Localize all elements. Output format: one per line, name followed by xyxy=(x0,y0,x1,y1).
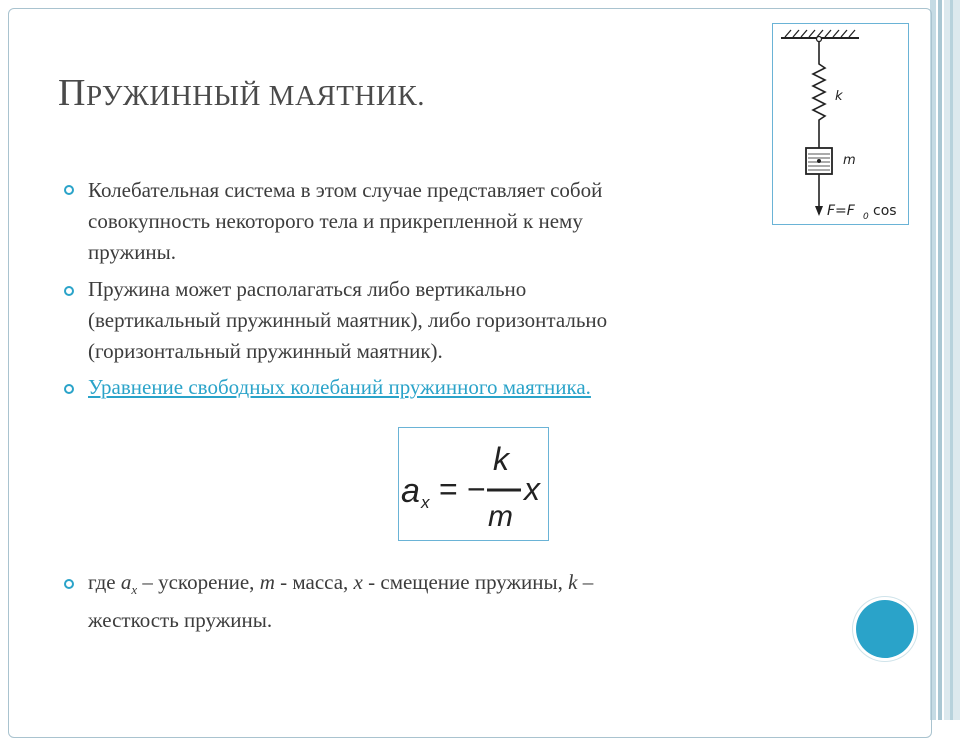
bullet-icon xyxy=(64,185,74,195)
link-text[interactable]: Уравнение свободных колебаний пружинного маятника. xyxy=(88,375,591,399)
mass-center xyxy=(817,159,821,163)
text-line: совокупность некоторого тела и прикрепленной к нему xyxy=(88,209,583,233)
var-acceleration-sub: x xyxy=(131,582,138,598)
force-arrow-head xyxy=(815,206,823,216)
decorative-circle xyxy=(856,600,914,658)
var-acceleration: a xyxy=(120,570,132,594)
spring-label: k xyxy=(835,89,843,104)
force-label: F=F xyxy=(827,203,855,219)
text-segment: - смещение пружины, xyxy=(362,570,569,594)
pivot-point xyxy=(817,37,822,42)
title-initial: П xyxy=(58,72,86,114)
formula-lhs-sub: x xyxy=(421,493,430,512)
formula-lhs: a xyxy=(401,472,420,510)
text-line: (вертикальный пружинный маятник), либо горизонтально xyxy=(88,308,608,332)
slide-title xyxy=(58,74,425,112)
text-line: Пружина может располагаться либо вертикально xyxy=(88,277,527,301)
force-label-sub: 0 xyxy=(863,212,869,222)
bullet-icon xyxy=(64,579,74,589)
spring-pendulum-graphic xyxy=(773,24,907,223)
paragraph-oscillating-system xyxy=(88,175,602,268)
decor-stripe xyxy=(938,0,942,720)
formula-box xyxy=(398,427,549,541)
text-line: жесткость пружины. xyxy=(88,608,273,633)
formula-numerator: k xyxy=(493,441,509,477)
text-line: (горизонтальный пружинный маятник). xyxy=(88,339,443,363)
paragraph-variables-legend xyxy=(88,567,593,636)
ceiling-hatch xyxy=(785,30,855,37)
spring-coil xyxy=(813,41,825,148)
bullet-icon xyxy=(64,286,74,296)
equation-link[interactable] xyxy=(88,372,591,403)
formula-rhs: x xyxy=(524,471,540,507)
var-stiffness: k xyxy=(568,570,578,594)
formula-graphic xyxy=(399,428,547,539)
spring-pendulum-diagram xyxy=(772,23,909,225)
paragraph-spring-orientation xyxy=(88,274,607,367)
bullet-icon xyxy=(64,384,74,394)
mass-label: m xyxy=(843,153,856,168)
var-mass: m xyxy=(259,570,275,594)
formula-equals: = xyxy=(439,471,458,507)
text-segment: – xyxy=(577,570,594,594)
text-segment: где xyxy=(88,570,121,594)
force-label-cos: cos xyxy=(873,203,897,219)
formula-denominator: m xyxy=(488,500,513,533)
text-line: пружины. xyxy=(88,240,177,264)
formula-minus: − xyxy=(467,471,486,507)
var-displacement: x xyxy=(353,570,363,594)
text-segment: – ускорение, xyxy=(137,570,260,594)
title-rest: РУЖИННЫЙ МАЯТНИК. xyxy=(85,80,425,112)
text-segment: - масса, xyxy=(274,570,354,594)
decor-stripe xyxy=(950,0,953,720)
text-line: Колебательная система в этом случае представляет собой xyxy=(88,178,603,202)
